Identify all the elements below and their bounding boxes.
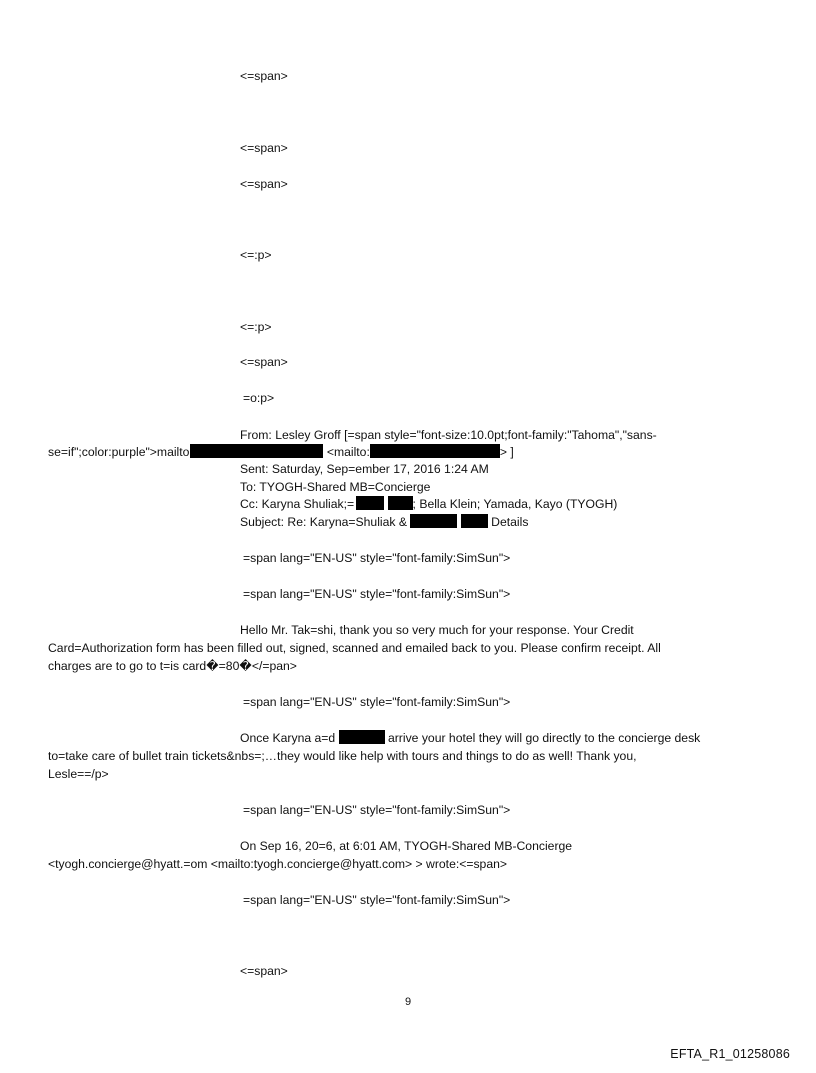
text-line: =span lang="EN-US" style="font-family:SimSun">	[243, 695, 511, 709]
body-text-rest: arrive your hotel they will go directly to the concierge desk	[384, 731, 701, 745]
text-line: <=span>	[240, 141, 288, 155]
body-text: Once Karyna a=d	[240, 731, 339, 745]
text-line: <=:p>	[240, 248, 272, 262]
redaction-block	[461, 514, 488, 528]
email-from-line: From: Lesley Groff [=span style="font-size:10.0pt;font-family:"Tahoma","sans-	[240, 428, 657, 442]
email-sent-line: Sent: Saturday, Sep=ember 17, 2016 1:24 AM	[240, 462, 489, 476]
text-line: =span lang="EN-US" style="font-family:SimSun">	[243, 803, 511, 817]
from-mailto-bracket: <mailto:	[326, 445, 370, 459]
redaction-block	[388, 496, 413, 510]
redaction-block	[339, 730, 385, 744]
text-line: <=:p>	[240, 320, 272, 334]
body-line	[240, 730, 700, 746]
email-cc-line	[240, 496, 617, 512]
body-line: to=take care of bullet train tickets&nbs=;…they would like help with tours and things to do as well! Thank you,	[48, 749, 637, 763]
text-line: <=span>	[240, 355, 288, 369]
email-from-continued	[48, 444, 514, 460]
text-line: =span lang="EN-US" style="font-family:SimSun">	[243, 893, 511, 907]
email-to-line: To: TYOGH-Shared MB=Concierge	[240, 480, 431, 494]
body-line: charges are to go to t=is card�=80�</=pan>	[48, 659, 297, 673]
body-line: Hello Mr. Tak=shi, thank you so very much for your response. Your Credit	[240, 623, 634, 637]
from-close: > ]	[499, 445, 514, 459]
body-line: Lesle==/p>	[48, 767, 109, 781]
text-line: <=span>	[240, 964, 288, 978]
redaction-block	[370, 444, 500, 458]
subject-text: Subject: Re: Karyna=Shuliak &	[240, 515, 411, 529]
text-line: =o:p>	[243, 391, 275, 405]
cc-text-rest: ; Bella Klein; Yamada, Kayo (TYOGH)	[412, 497, 618, 511]
page-number: 9	[404, 996, 412, 1008]
redaction-block	[356, 496, 384, 510]
body-line: On Sep 16, 20=6, at 6:01 AM, TYOGH-Shared MB-Concierge	[240, 839, 573, 853]
email-subject-line	[240, 514, 528, 530]
redaction-block	[190, 444, 323, 458]
redaction-block	[410, 514, 457, 528]
text-line: <=span>	[240, 177, 288, 191]
text-line: =span lang="EN-US" style="font-family:SimSun">	[243, 587, 511, 601]
body-line: Card=Authorization form has been filled out, signed, scanned and emailed back to you. Please confirm receipt. All	[48, 641, 661, 655]
text-line: =span lang="EN-US" style="font-family:SimSun">	[243, 551, 511, 565]
bates-number: EFTA_R1_01258086	[670, 1047, 790, 1061]
subject-text-rest: Details	[487, 515, 529, 529]
text-line: <=span>	[240, 69, 288, 83]
from-mailto-text: se=if";color:purple">mailto	[48, 445, 190, 459]
cc-text: Cc: Karyna Shuliak;=	[240, 497, 355, 511]
body-line: <tyogh.concierge@hyatt.=om <mailto:tyogh.concierge@hyatt.com> > wrote:<=span>	[48, 857, 508, 871]
